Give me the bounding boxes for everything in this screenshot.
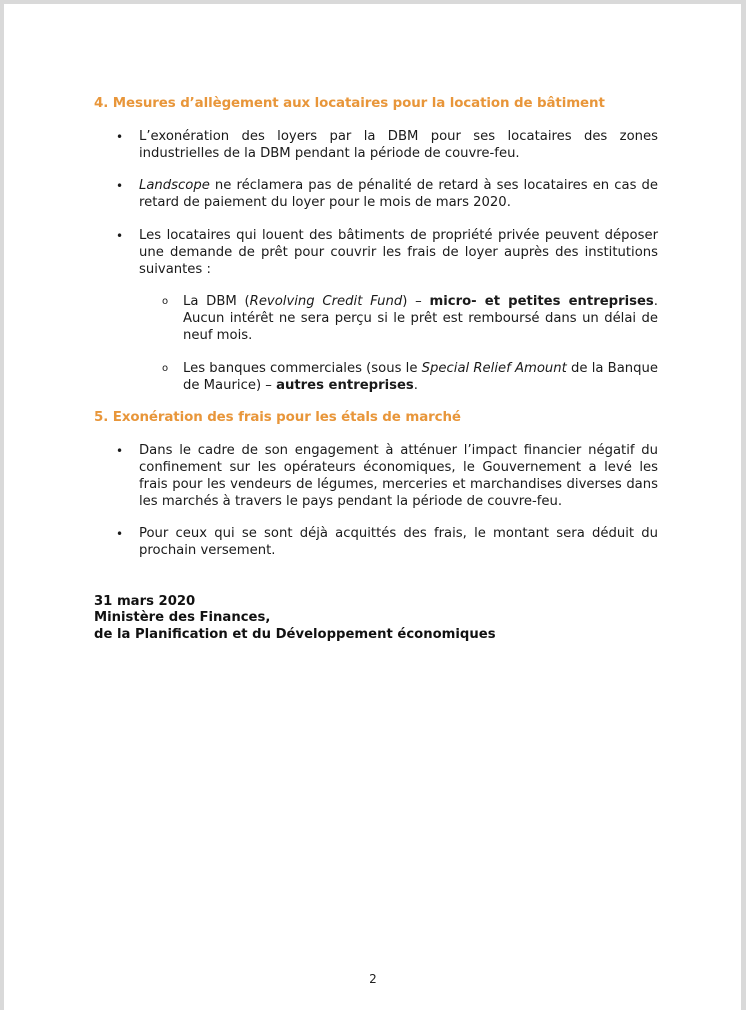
list-item (94, 129, 658, 163)
section-5-heading: 5. Exonération des frais pour les étals de marché (94, 410, 461, 426)
list-item-text: Les locataires qui louent des bâtiments de propriété privée peuvent déposer une demande de prêt pour couvrir les frais de loyer auprès des institutions suivantes : (139, 227, 658, 277)
list-item (94, 228, 658, 394)
sublist-text: de la Banque de Maurice) – (183, 360, 658, 393)
sublist-text: ) – (402, 294, 430, 310)
signature-ministry-line2: de la Planification et du Développement économiques (94, 626, 496, 642)
list-item (94, 178, 658, 212)
signature-ministry-line1: Ministère des Finances, (94, 610, 271, 626)
sublist-bold: autres entreprises (276, 377, 414, 393)
list-item-text: ne réclamera pas de pénalité de retard à ses locataires en cas de retard de paiement du loyer pour le mois de mars 2020. (139, 178, 658, 211)
sublist-item (94, 294, 658, 344)
document-content (94, 96, 658, 643)
bullet-icon: • (116, 179, 124, 194)
list-item-text: Dans le cadre de son engagement à atténuer l’impact financier négatif du confinement sur les opérateurs économiques, le Gouvernement a levé les frais pour les vendeurs de légumes, merceries et marchandises diverses dans les marchés à travers le pays pendant la période de couvre-feu. (139, 443, 658, 509)
sublist-item (94, 361, 658, 395)
sublist-bold: micro- et petites entreprises (429, 294, 654, 310)
sublist-text: . Aucun intérêt ne sera perçu si le prêt est remboursé dans un délai de neuf mois. (183, 294, 658, 343)
bullet-icon: • (116, 228, 124, 243)
institutions-sublist (139, 294, 658, 394)
sublist-text: . (413, 377, 418, 393)
list-item-text: L’exonération des loyers par la DBM pour ses locataires des zones industrielles de la DBM pendant la période de couvre-feu. (139, 128, 658, 161)
signature-block (94, 594, 658, 644)
section-4-list (94, 129, 658, 395)
sublist-italic: Revolving Credit Fund (249, 294, 403, 310)
section-4-heading: 4. Mesures d’allègement aux locataires pour la location de bâtiment (94, 96, 605, 111)
section-5-list (94, 443, 658, 560)
list-item-italic-lead: Landscope (139, 178, 210, 194)
document-page (4, 4, 741, 1010)
signature-date: 31 mars 2020 (94, 593, 196, 609)
bullet-icon: • (116, 129, 124, 144)
circle-bullet-icon: o (162, 362, 169, 374)
page-number: 2 (369, 972, 377, 986)
bullet-icon: • (116, 444, 124, 459)
list-item-text: Pour ceux qui se sont déjà acquittés des frais, le montant sera déduit du prochain versement. (139, 526, 658, 559)
sublist-italic: Special Relief Amount (421, 360, 567, 376)
sublist-text: Les banques commerciales (sous le (183, 360, 422, 376)
sublist-text: La DBM ( (183, 294, 250, 310)
bullet-icon: • (116, 527, 124, 542)
list-item (94, 526, 658, 560)
list-item (94, 443, 658, 510)
circle-bullet-icon: o (162, 296, 169, 308)
